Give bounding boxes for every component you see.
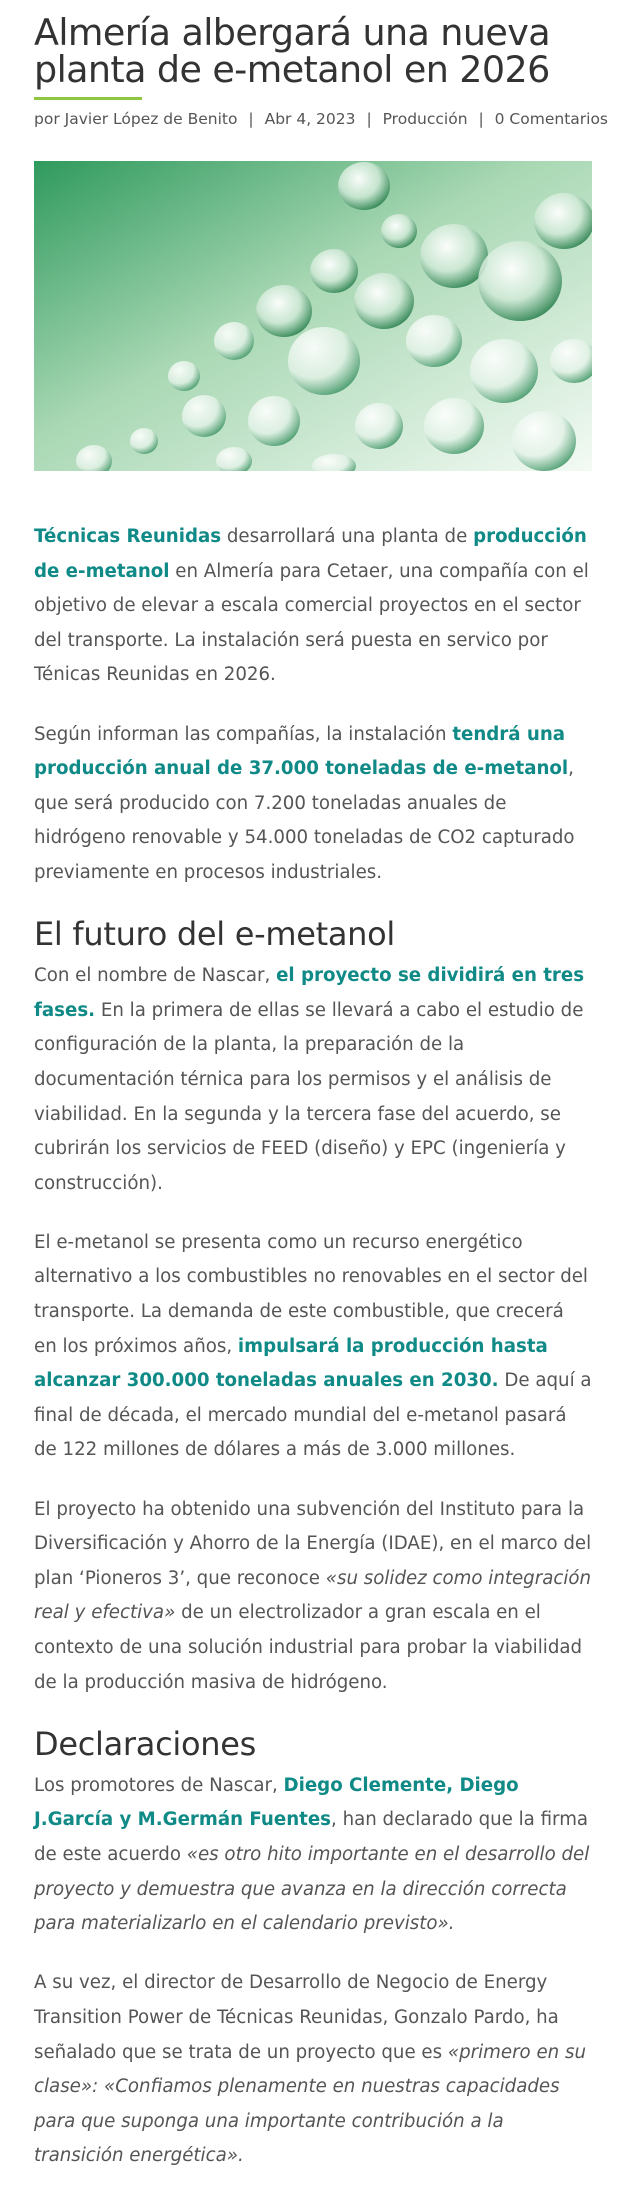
paragraph — [34, 718, 592, 891]
text: De aquí a final de década, el mercado mundial del e-metanol pasará de 122 millones de dólares a más de 3.000 millones. — [34, 1370, 592, 1461]
highlight-text: Diego Clemente, Diego J.García y M.Germán Fuentes — [34, 1774, 519, 1831]
paragraph — [34, 1493, 592, 1701]
paragraph — [34, 1769, 592, 1942]
text: , que será producido con 7.200 toneladas anuales de hidrógeno renovable y 54.000 toneladas de CO2 capturado previamente en procesos industriales. — [34, 758, 575, 883]
quote-text: «primero en su clase»: «Confiamos plenamente en nuestras capacidades para que suponga una importante contribución a la transición energética». — [34, 2041, 586, 2167]
paragraph — [34, 959, 592, 1201]
text: Los promotores de Nascar, — [34, 1774, 284, 1796]
text: El proyecto ha obtenido una subvención del Instituto para la Diversificación y Ahorro de la Energía (IDAE), en el marco del plan ‘Pioneros 3’, que reconoce — [34, 1498, 592, 1589]
meta-separator: | — [248, 110, 254, 128]
title-underline — [34, 97, 142, 100]
paragraph — [34, 520, 592, 693]
section-heading: El futuro del e-metanol — [34, 915, 396, 954]
highlight-text: tendrá una producción anual de 37.000 toneladas de e-metanol — [34, 723, 569, 780]
text: en Almería para Cetaer, una compañía con el objetivo de elevar a escala comercial proyectos en el sector del transporte. La instalación será puesta en servico por Ténicas Reunidas en 2026. — [34, 560, 589, 686]
text: El e-metanol se presenta como un recurso energético alternativo a los combustibles no renovables en el sector del transporte. La demanda de este combustible, que crecerá en los próximos años, — [34, 1231, 588, 1357]
text: En la primera de ellas se llevará a cabo el estudio de configuración de la planta, la preparación de la documentación térnica para los permisos y el análisis de viabilidad. En la segunda y la tercera fase del acuerdo, se cubrirán los servicios de FEED (diseño) y EPC (ingeniería y construcción). — [34, 999, 584, 1194]
highlight-text: impulsará la producción hasta alcanzar 300.000 toneladas anuales en 2030. — [34, 1335, 548, 1392]
paragraph — [34, 1226, 592, 1468]
text: , han declarado que la firma de este acuerdo — [34, 1809, 589, 1865]
text: Según informan las compañías, la instalación — [34, 723, 453, 745]
quote-text: «su solidez como integración real y efectiva» — [34, 1567, 592, 1624]
post-meta — [34, 107, 608, 131]
meta-separator: | — [478, 110, 484, 128]
text: A su vez, el director de Desarrollo de Negocio de Energy Transition Power de Técnicas Reunidas, Gonzalo Pardo, ha señalado que se trata de un proyecto que es — [34, 1972, 559, 2063]
section-heading: Declaraciones — [34, 1724, 256, 1763]
paragraph — [34, 1966, 592, 2174]
quote-text: «es otro hito importante en el desarrollo del proyecto y demuestra que avanza en la dirección correcta para materializarlo en el calendario previsto». — [34, 1843, 590, 1935]
article-title: Almería albergará una nueva planta de e-metanol en 2026 — [34, 11, 550, 91]
featured-image — [34, 161, 592, 471]
category-link[interactable]: Producción — [382, 110, 468, 128]
article-body — [34, 520, 592, 2199]
meta-separator: | — [366, 110, 372, 128]
meta-prefix: por — [34, 110, 60, 128]
author-link[interactable]: Javier López de Benito — [64, 110, 238, 128]
text: de un electrolizador a gran escala en el contexto de una solución industrial para probar la viabilidad de la producción masiva de hidrógeno. — [34, 1602, 583, 1693]
company-link[interactable]: Técnicas Reunidas — [34, 526, 222, 547]
text: Con el nombre de Nascar, — [34, 965, 277, 987]
green-bubbles-image — [34, 161, 592, 471]
text: desarrollará una planta de — [221, 526, 474, 547]
highlight-text: el proyecto se dividirá en tres fases. — [34, 965, 585, 1021]
highlight-link[interactable]: producción de e-metanol — [34, 526, 587, 582]
comments-link[interactable]: 0 Comentarios — [494, 110, 609, 128]
post-date: Abr 4, 2023 — [264, 110, 356, 128]
